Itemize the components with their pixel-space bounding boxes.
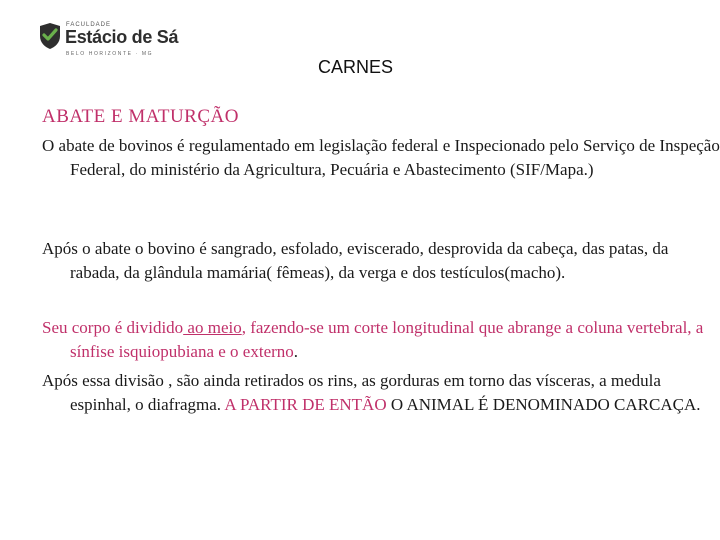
division-end-text: . [293,342,299,361]
slide-title: CARNES [318,57,394,77]
carcass-main-text: Após essa divisão , são ainda retirados os rins, as gorduras em torno das vísceras, a medula espinhal, o diafragma. [42,371,661,414]
logo-sub-text: BELO HORIZONTE · MG [66,51,154,57]
division-bold-text: Seu corpo é dividido [42,318,184,337]
paragraph-division [42,316,720,364]
estacio-logo-icon [38,22,62,50]
faculdade-logo [36,18,179,64]
section-heading: ABATE E MATURÇÃO [42,106,239,127]
paragraph-carcass [42,369,720,417]
logo-top-text: FACULDADE [66,22,112,28]
paragraph-slaughter: Após o abate o bovino é sangrado, esfolado, eviscerado, desprovida da cabeça, das patas, da rabada, da glândula mamária( fêmeas), da verga e dos testículos(macho). [42,239,669,282]
carcass-end-text: O ANIMAL É DENOMINADO CARCAÇA. [386,395,701,414]
division-rest-text: , fazendo-se um corte longitudinal que abrange a coluna vertebral, a sínfise isquiopubiana e o externo [70,318,704,361]
division-underlined-text: ao meio [183,318,242,337]
carcass-highlight-text: A PARTIR DE ENTÃO [224,395,387,414]
logo-name: Estácio de Sá [65,27,179,47]
paragraph-regulation: O abate de bovinos é regulamentado em legislação federal e Inspecionado pelo Serviço de Inspeção Federal, do ministério da Agricultura, Pecuária e Abastecimento (SIF/Mapa.) [42,136,720,179]
